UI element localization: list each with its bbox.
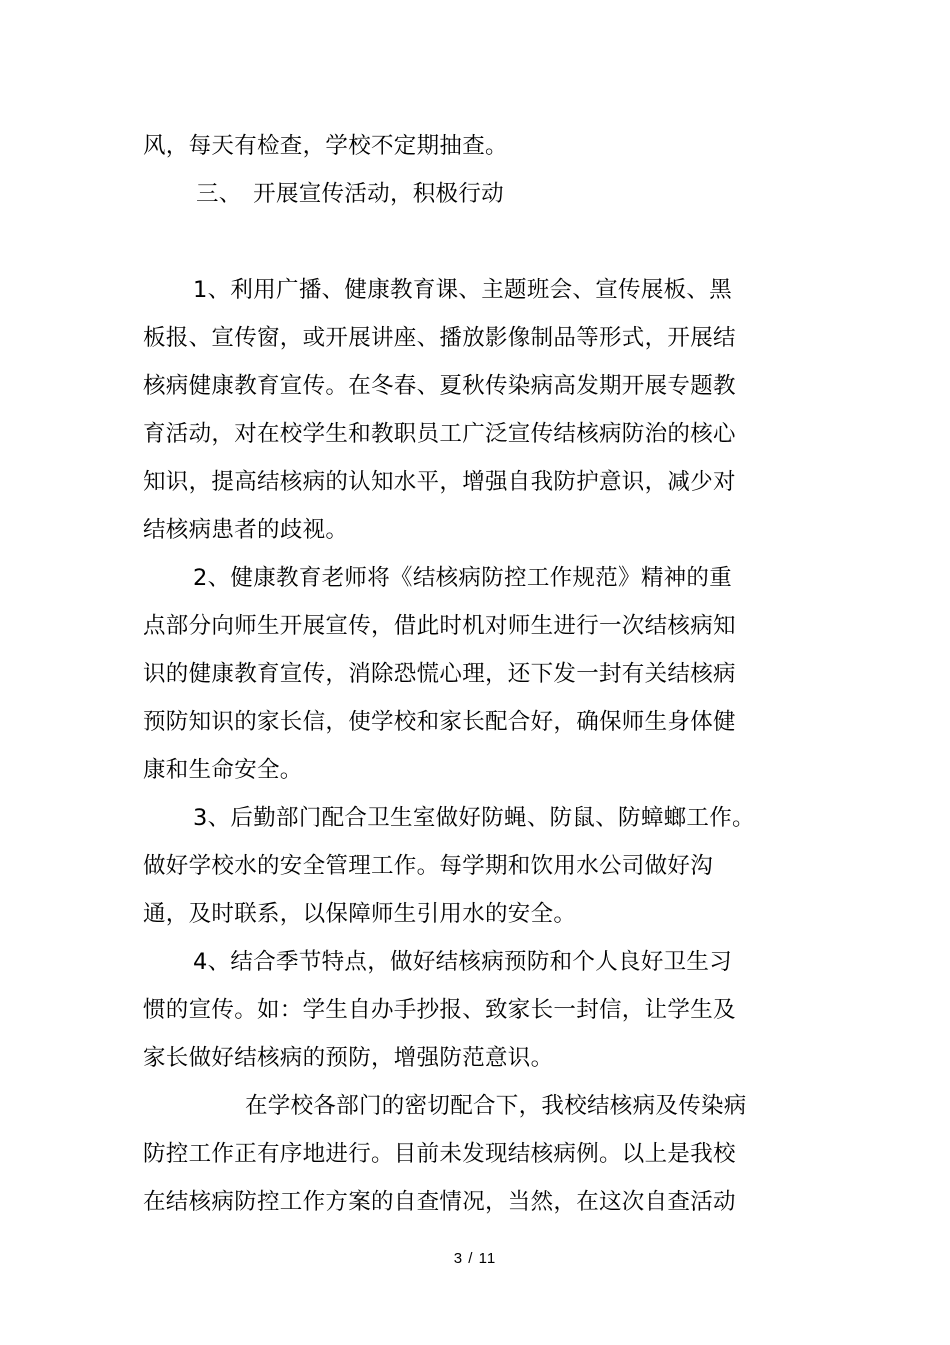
text-line: 在学校各部门的密切配合下，我校结核病及传染病 (245, 1093, 747, 1119)
text-line: 惯的宣传。如：学生自办手抄报、致家长一封信，让学生及 (143, 997, 736, 1023)
text-line: 风，每天有检查，学校不定期抽查。 (143, 133, 508, 159)
text-line: 1、利用广播、健康教育课、主题班会、宣传展板、黑 (193, 277, 733, 303)
text-line: 家长做好结核病的预防，增强防范意识。 (143, 1045, 554, 1071)
text-line: 做好学校水的安全管理工作。每学期和饮用水公司做好沟 (143, 853, 714, 879)
text-line: 3、后勤部门配合卫生室做好防蝇、防鼠、防蟑螂工作。 (193, 805, 755, 831)
text-line: 结核病患者的歧视。 (143, 517, 349, 543)
text-line: 4、结合季节特点，做好结核病预防和个人良好卫生习 (193, 949, 733, 975)
text-line: 点部分向师生开展宣传，借此时机对师生进行一次结核病知 (143, 613, 736, 639)
text-line: 康和生命安全。 (143, 757, 303, 783)
text-line: 核病健康教育宣传。在冬春、夏秋传染病高发期开展专题教 (143, 373, 736, 399)
page-number: 3 / 11 (453, 1250, 497, 1267)
text-line: 知识，提高结核病的认知水平，增强自我防护意识，减少对 (143, 469, 736, 495)
text-line: 防控工作正有序地进行。目前未发现结核病例。以上是我校 (143, 1141, 736, 1167)
text-line: 2、健康教育老师将《结核病防控工作规范》精神的重 (193, 565, 733, 591)
text-line: 育活动，对在校学生和教职员工广泛宣传结核病防治的核心 (143, 421, 736, 447)
text-line: 识的健康教育宣传，消除恐慌心理，还下发一封有关结核病 (143, 661, 736, 687)
section-heading: 三、 开展宣传活动，积极行动 (196, 181, 504, 207)
text-line: 在结核病防控工作方案的自查情况，当然，在这次自查活动 (143, 1189, 736, 1215)
text-line: 预防知识的家长信，使学校和家长配合好，确保师生身体健 (143, 709, 736, 735)
text-line: 板报、宣传窗，或开展讲座、播放影像制品等形式，开展结 (143, 325, 736, 351)
text-line: 通，及时联系，以保障师生引用水的安全。 (143, 901, 577, 927)
